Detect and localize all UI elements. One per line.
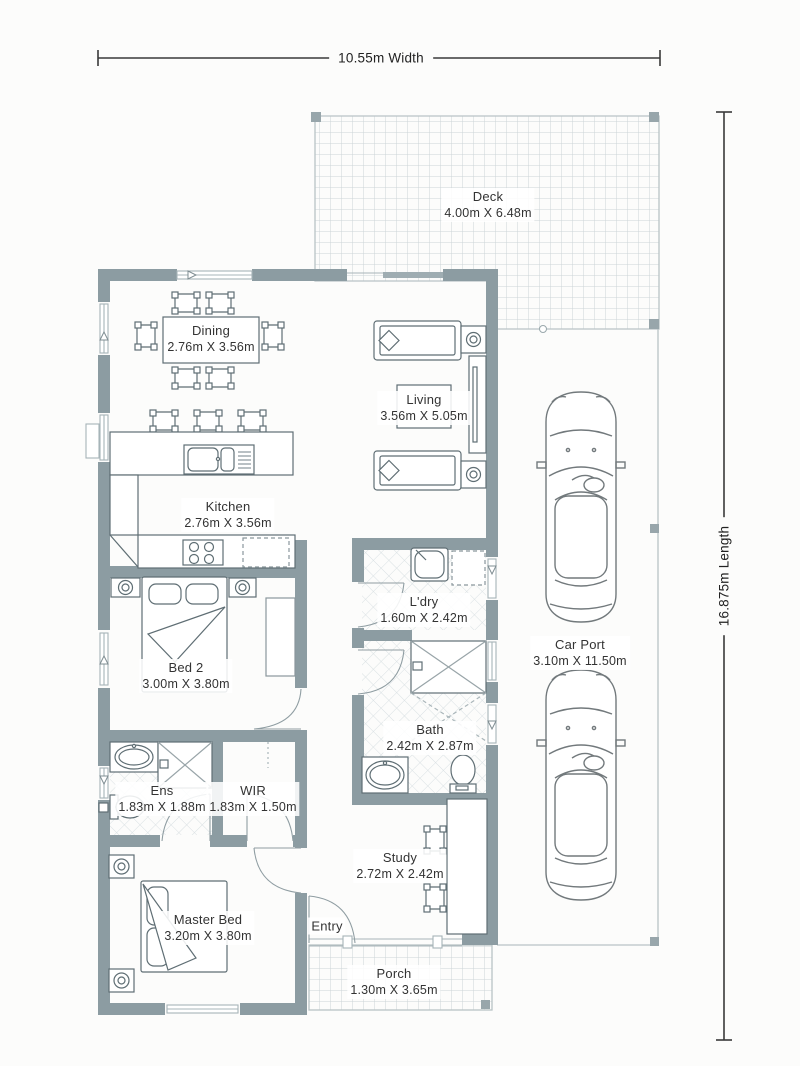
room-dims: 2.72m X 2.42m — [356, 867, 444, 881]
room-dims: 3.00m X 3.80m — [142, 677, 230, 691]
wir-door — [247, 794, 293, 841]
room-name: Entry — [311, 918, 343, 934]
room-dims: 2.42m X 2.87m — [386, 739, 474, 753]
room-name: Living — [406, 392, 442, 407]
room-dims: 2.76m X 3.56m — [184, 516, 272, 530]
room-name: Bed 2 — [168, 660, 204, 675]
kitchen-island — [110, 410, 293, 475]
master-door — [254, 848, 301, 893]
room-dims: 1.60m X 2.42m — [380, 611, 468, 625]
room-name: L'dry — [409, 594, 439, 609]
coffee-table — [397, 385, 451, 428]
living-sofas — [374, 321, 486, 490]
room-name: WIR — [240, 783, 266, 798]
room-name: Master Bed — [173, 912, 243, 927]
deck-area — [311, 112, 659, 333]
room-name: Deck — [472, 189, 504, 204]
kitchen-bench — [110, 475, 295, 568]
length-dimension-label: 16.875m Length — [717, 517, 732, 635]
furniture — [99, 292, 487, 992]
room-dims: 2.76m X 3.56m — [167, 340, 255, 354]
laundry-fixtures — [411, 548, 485, 585]
room-dims: 3.10m X 11.50m — [533, 654, 627, 668]
room-name: Kitchen — [205, 499, 251, 514]
room-dims: 1.83m X 1.88m — [118, 800, 206, 814]
room-name: Bath — [416, 722, 444, 737]
study-furniture — [424, 799, 487, 934]
car-bottom — [537, 670, 625, 900]
room-name: Dining — [191, 323, 231, 338]
room-name: Ens — [150, 783, 174, 798]
width-dimension-label: 10.55m Width — [329, 51, 433, 66]
room-dims: 3.20m X 3.80m — [164, 929, 252, 943]
room-dims: 3.56m X 5.05m — [380, 409, 468, 423]
room-dims: 1.83m X 1.50m — [209, 800, 297, 814]
carport-area — [497, 329, 659, 946]
bed2-door — [254, 689, 301, 729]
porch-area — [309, 945, 492, 1010]
room-dims: 1.30m X 3.65m — [350, 983, 438, 997]
room-name: Study — [382, 850, 418, 865]
dining-table-set — [135, 292, 284, 389]
car-top — [537, 392, 625, 622]
room-dims: 4.00m X 6.48m — [444, 206, 532, 220]
master-furniture — [109, 855, 227, 992]
room-name: Porch — [376, 966, 412, 981]
room-name: Car Port — [554, 637, 605, 652]
bed2-furniture — [111, 577, 295, 692]
